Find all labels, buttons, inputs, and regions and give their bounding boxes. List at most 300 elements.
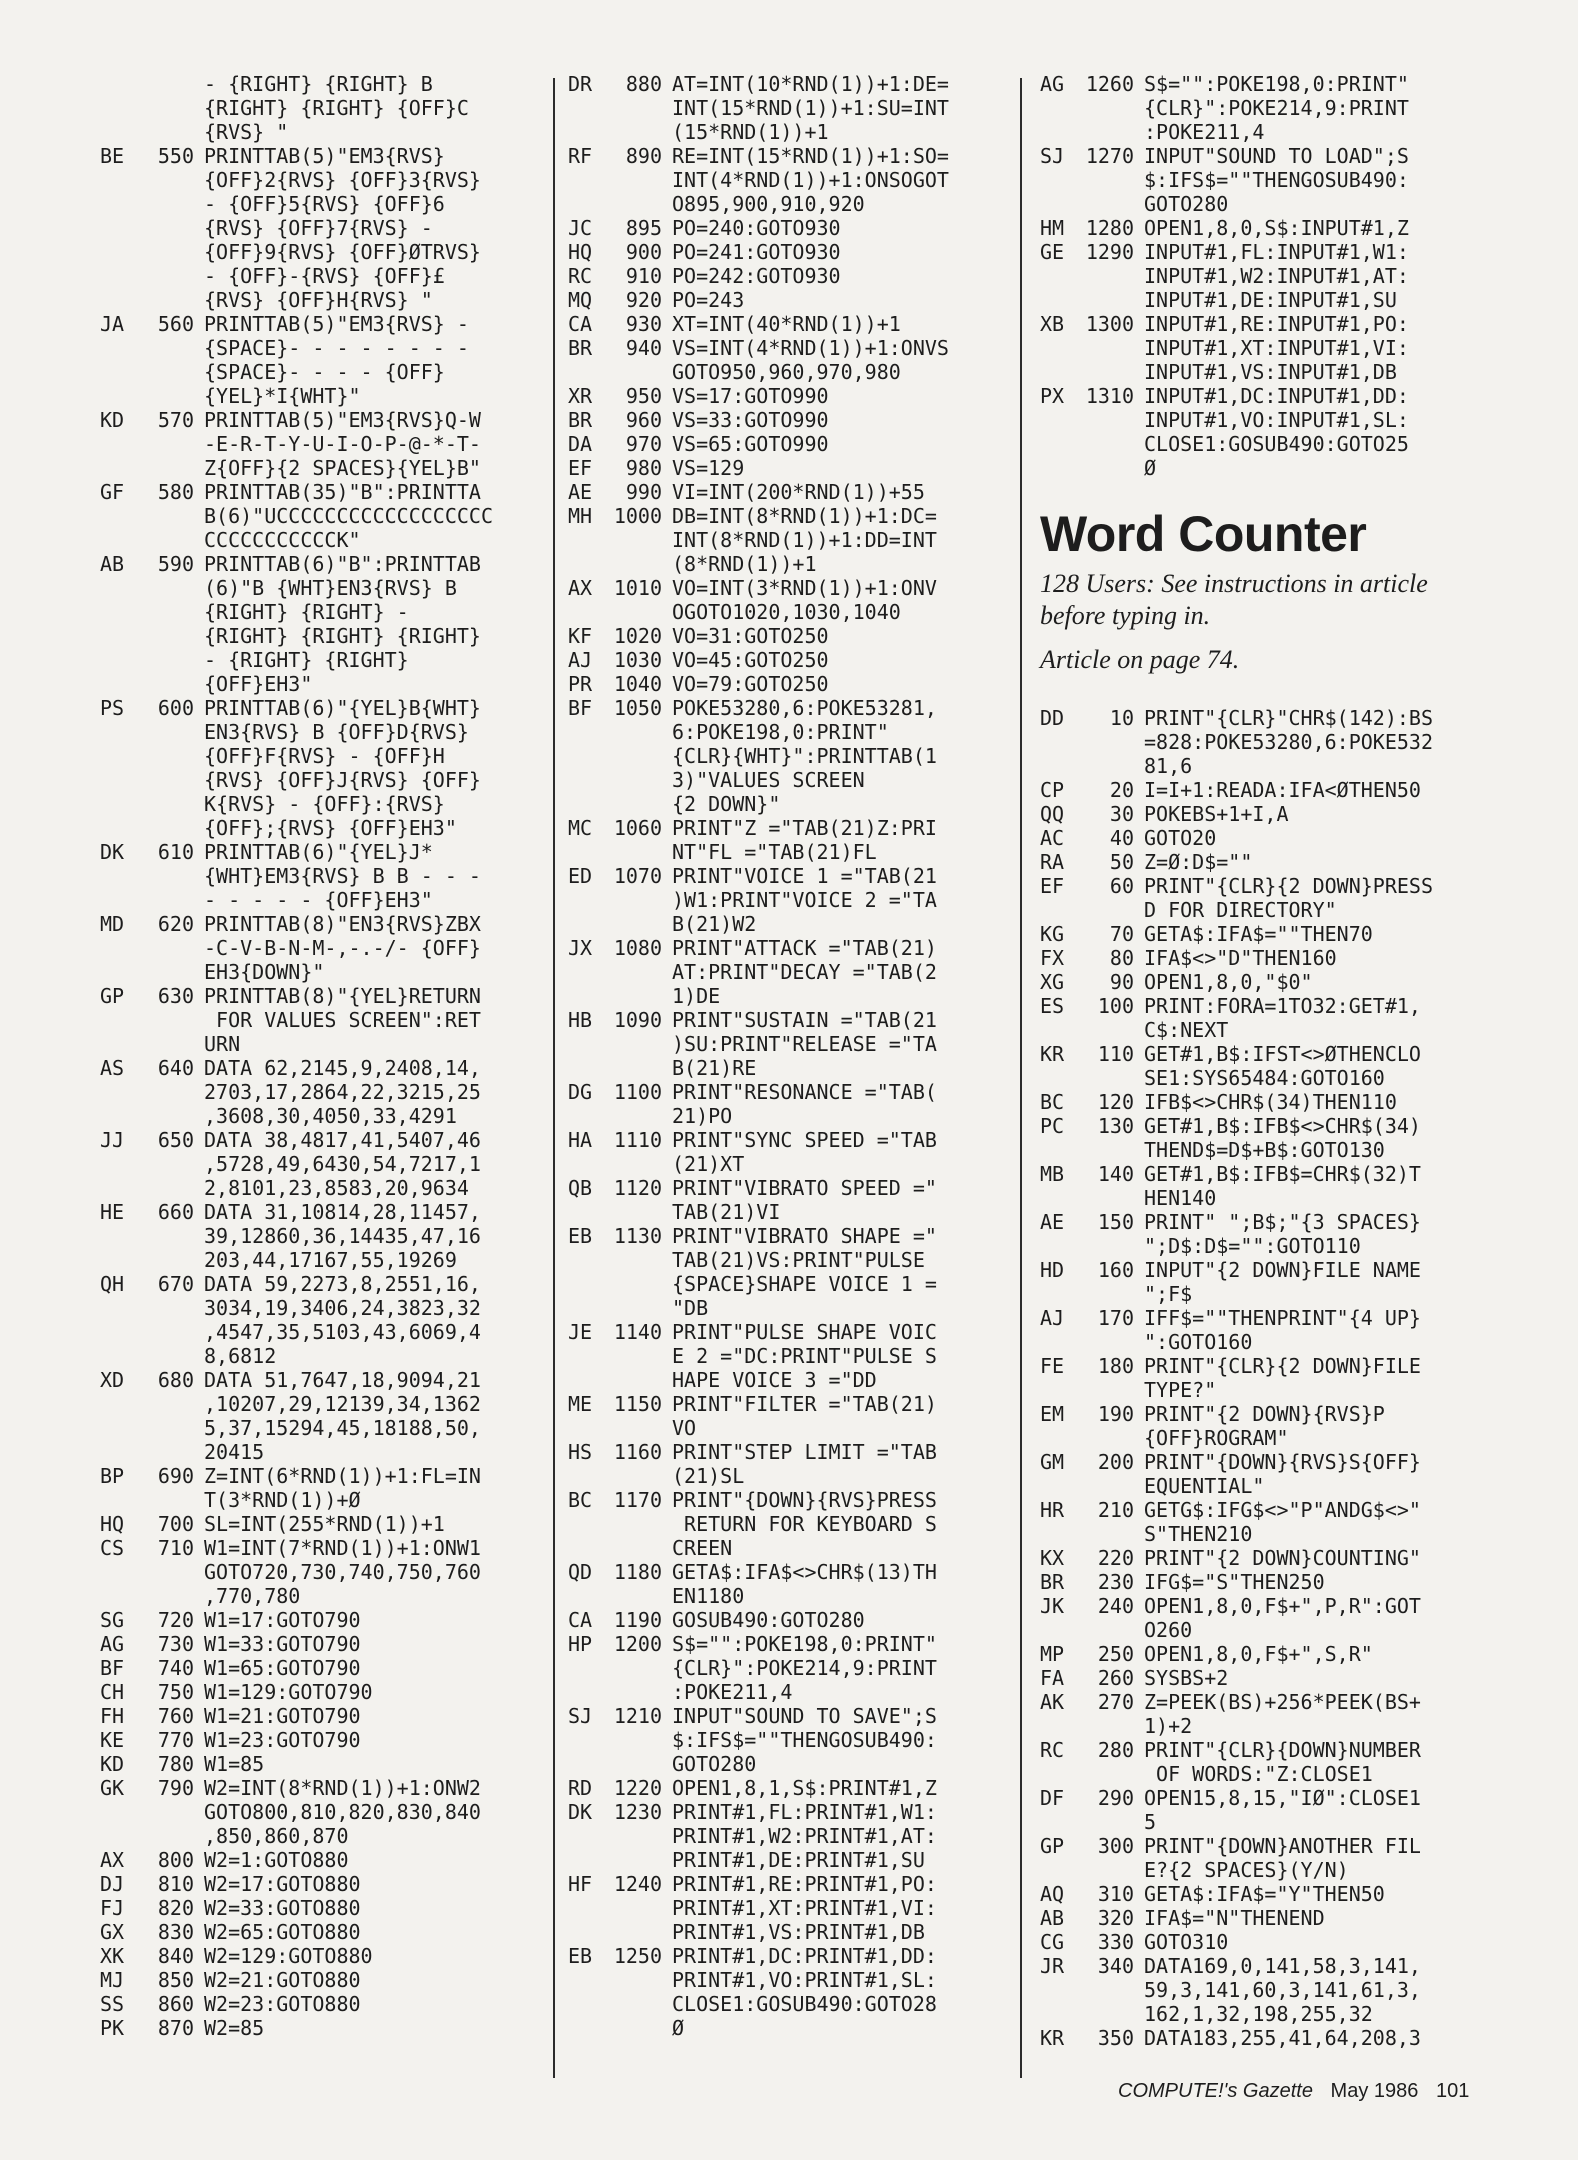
line-number: 570 — [157, 408, 194, 432]
checksum-tag: FJ — [100, 1896, 125, 1920]
code-line — [568, 120, 1010, 144]
code-text: E?{2 SPACES}(Y/N) — [1144, 1858, 1349, 1882]
code-text: W1=65:GOTO790 — [204, 1656, 361, 1680]
code-text: INT(15*RND(1))+1:SU=INT — [672, 96, 949, 120]
line-number: 620 — [157, 912, 194, 936]
code-text: PRINT"{DOWN}ANOTHER FIL — [1144, 1834, 1421, 1858]
code-text: OF WORDS:"Z:CLOSE1 — [1144, 1762, 1373, 1786]
code-line — [1040, 1018, 1490, 1042]
code-text: (21)SL — [672, 1464, 745, 1488]
code-line — [100, 1872, 550, 1896]
code-line — [1040, 216, 1490, 240]
code-line — [568, 648, 1010, 672]
code-text: DATA169,0,141,58,3,141, — [1144, 1954, 1421, 1978]
line-number: 860 — [157, 1992, 194, 2016]
code-line — [1040, 408, 1490, 432]
code-line — [568, 312, 1010, 336]
code-text: T(3*RND(1))+Ø — [204, 1488, 361, 1512]
code-line — [1040, 1762, 1490, 1786]
code-line — [100, 1584, 550, 1608]
code-text: GET#1,B$:IFB$=CHR$(32)T — [1144, 1162, 1421, 1186]
code-line — [1040, 312, 1490, 336]
code-text: {OFF}2{RVS} {OFF}3{RVS} — [204, 168, 481, 192]
code-line — [568, 1776, 1010, 1800]
line-number: 210 — [1097, 1498, 1134, 1522]
code-text: {OFF};{RVS} {OFF}EH3" — [204, 816, 457, 840]
code-text: IFF$=""THENPRINT"{4 UP} — [1144, 1306, 1421, 1330]
code-line — [568, 720, 1010, 744]
code-line — [568, 1464, 1010, 1488]
code-text: URN — [204, 1032, 241, 1056]
code-text: - {RIGHT} {RIGHT} — [204, 648, 409, 672]
line-number: 820 — [157, 1896, 194, 1920]
code-line — [1040, 730, 1490, 754]
code-line — [568, 1896, 1010, 1920]
code-text: 203,44,17167,55,19269 — [204, 1248, 457, 1272]
checksum-tag: PR — [568, 672, 593, 696]
code-line — [1040, 1210, 1490, 1234]
code-text: VO=31:GOTO250 — [672, 624, 829, 648]
code-line — [1040, 96, 1490, 120]
checksum-tag: DR — [568, 72, 593, 96]
code-text: OPEN1,8,1,S$:PRINT#1,Z — [672, 1776, 937, 1800]
line-number: 880 — [625, 72, 662, 96]
code-line — [100, 288, 550, 312]
code-line — [100, 1344, 550, 1368]
code-text: {OFF}9{RVS} {OFF}ØTRVS} — [204, 240, 481, 264]
code-line — [1040, 1954, 1490, 1978]
code-text: I=I+1:READA:IFA<ØTHEN50 — [1144, 778, 1421, 802]
line-number: 640 — [157, 1056, 194, 1080]
line-number: 90 — [1109, 970, 1134, 994]
code-text: PRINT#1,RE:PRINT#1,PO: — [672, 1872, 937, 1896]
code-line — [100, 1440, 550, 1464]
line-number: 1150 — [613, 1392, 662, 1416]
code-text: B(21)W2 — [672, 912, 757, 936]
code-text: NT"FL ="TAB(21)FL — [672, 840, 877, 864]
line-number: 10 — [1109, 706, 1134, 730]
code-line — [1040, 1906, 1490, 1930]
code-line — [1040, 1474, 1490, 1498]
code-line — [568, 480, 1010, 504]
code-text: {WHT}EM3{RVS} B B - - - — [204, 864, 481, 888]
code-line — [100, 1992, 550, 2016]
checksum-tag: CS — [100, 1536, 125, 1560]
line-number: 270 — [1097, 1690, 1134, 1714]
code-text: PRINTTAB(8)"{YEL}RETURN — [204, 984, 481, 1008]
checksum-tag: MB — [1040, 1162, 1065, 1186]
code-text: VO — [672, 1416, 697, 1440]
code-text: W1=33:GOTO790 — [204, 1632, 361, 1656]
code-text: {RIGHT} {RIGHT} {RIGHT} — [204, 624, 481, 648]
code-line — [1040, 1738, 1490, 1762]
code-text: W2=INT(8*RND(1))+1:ONW2 — [204, 1776, 481, 1800]
line-number: 560 — [157, 312, 194, 336]
line-number: 320 — [1097, 1906, 1134, 1930]
code-text: PRINT"{2 DOWN}COUNTING" — [1144, 1546, 1421, 1570]
code-line — [568, 1104, 1010, 1128]
code-line — [1040, 456, 1490, 480]
code-text: PRINT" ";B$;"{3 SPACES} — [1144, 1210, 1421, 1234]
code-line — [100, 1008, 550, 1032]
checksum-tag: AB — [100, 552, 125, 576]
checksum-tag: KR — [1040, 1042, 1065, 1066]
line-number: 830 — [157, 1920, 194, 1944]
line-number: 250 — [1097, 1642, 1134, 1666]
code-line — [100, 600, 550, 624]
checksum-tag: CA — [568, 1608, 593, 1632]
line-number: 1300 — [1085, 312, 1134, 336]
code-line — [568, 1248, 1010, 1272]
code-text: IFG$="S"THEN250 — [1144, 1570, 1325, 1594]
code-line — [1040, 1498, 1490, 1522]
checksum-tag: FH — [100, 1704, 125, 1728]
checksum-tag: QH — [100, 1272, 125, 1296]
checksum-tag: HS — [568, 1440, 593, 1464]
code-line — [100, 1224, 550, 1248]
line-number: 890 — [625, 144, 662, 168]
checksum-tag: AJ — [1040, 1306, 1065, 1330]
code-text: VO=INT(3*RND(1))+1:ONV — [672, 576, 937, 600]
code-line — [100, 408, 550, 432]
article-page-reference: Article on page 74. — [1040, 645, 1240, 674]
code-text: :POKE211,4 — [672, 1680, 793, 1704]
listing-block-top — [1040, 72, 1490, 480]
line-number: 260 — [1097, 1666, 1134, 1690]
code-text: 5 — [1144, 1810, 1157, 1834]
code-text: EN3{RVS} B {OFF}D{RVS} — [204, 720, 469, 744]
code-text: {RIGHT} {RIGHT} - — [204, 600, 409, 624]
checksum-tag: RC — [1040, 1738, 1065, 1762]
checksum-tag: MC — [568, 816, 593, 840]
code-text: GETA$:IFA$=""THEN70 — [1144, 922, 1373, 946]
code-text: RETURN FOR KEYBOARD S — [672, 1512, 937, 1536]
code-text: POKE53280,6:POKE53281, — [672, 696, 937, 720]
line-number: 900 — [625, 240, 662, 264]
code-text: - {OFF}-{RVS} {OFF}£ — [204, 264, 445, 288]
code-line — [568, 960, 1010, 984]
checksum-tag: CG — [1040, 1930, 1065, 1954]
code-text: 2,8101,23,8583,20,9634 — [204, 1176, 469, 1200]
code-text: TAB(21)VI — [672, 1200, 781, 1224]
line-number: 220 — [1097, 1546, 1134, 1570]
code-line — [1040, 778, 1490, 802]
code-line — [1040, 754, 1490, 778]
page-footer — [1118, 2080, 1481, 2103]
code-text: - - - - - {OFF}EH3" — [204, 888, 433, 912]
code-line — [100, 72, 550, 96]
checksum-tag: PC — [1040, 1114, 1065, 1138]
code-line — [568, 984, 1010, 1008]
code-text: B(21)RE — [672, 1056, 757, 1080]
code-line — [568, 1368, 1010, 1392]
code-text: O895,900,910,920 — [672, 192, 865, 216]
code-text: PRINT"{2 DOWN}{RVS}P — [1144, 1402, 1385, 1426]
code-line — [100, 240, 550, 264]
code-line — [568, 360, 1010, 384]
line-number: 740 — [157, 1656, 194, 1680]
line-number: 895 — [625, 216, 662, 240]
code-line — [1040, 1810, 1490, 1834]
line-number: 980 — [625, 456, 662, 480]
checksum-tag: JC — [568, 216, 593, 240]
code-line — [568, 1728, 1010, 1752]
checksum-tag: KD — [100, 1752, 125, 1776]
line-number: 1190 — [613, 1608, 662, 1632]
line-number: 1020 — [613, 624, 662, 648]
code-text: W2=17:GOTO880 — [204, 1872, 361, 1896]
code-text: ,10207,29,12139,34,1362 — [204, 1392, 481, 1416]
code-text: DATA 31,10814,28,11457, — [204, 1200, 481, 1224]
checksum-tag: GM — [1040, 1450, 1065, 1474]
checksum-tag: HB — [568, 1008, 593, 1032]
code-line — [100, 1968, 550, 1992]
code-line — [100, 264, 550, 288]
code-text: W1=17:GOTO790 — [204, 1608, 361, 1632]
code-text: {CLR}":POKE214,9:PRINT — [672, 1656, 937, 1680]
line-number: 870 — [157, 2016, 194, 2040]
checksum-tag: GP — [100, 984, 125, 1008]
code-text: OPEN1,8,0,"$0" — [1144, 970, 1313, 994]
code-text: {RIGHT} {RIGHT} {OFF}C — [204, 96, 469, 120]
code-text: VS=INT(4*RND(1))+1:ONVS — [672, 336, 949, 360]
line-number: 760 — [157, 1704, 194, 1728]
line-number: 1010 — [613, 576, 662, 600]
code-text: PRINT"{CLR}{2 DOWN}FILE — [1144, 1354, 1421, 1378]
code-text: HEN140 — [1144, 1186, 1217, 1210]
code-line — [100, 1320, 550, 1344]
code-line — [100, 168, 550, 192]
checksum-tag: KD — [100, 408, 125, 432]
checksum-tag: XR — [568, 384, 593, 408]
code-text: GOTO280 — [1144, 192, 1229, 216]
code-text: CREEN — [672, 1536, 733, 1560]
code-text: CLOSE1:GOSUB490:GOTO25 — [1144, 432, 1409, 456]
checksum-tag: DF — [1040, 1786, 1065, 1810]
page-number: 101 — [1435, 2080, 1470, 2102]
checksum-tag: HD — [1040, 1258, 1065, 1282]
code-text: {SPACE}SHAPE VOICE 1 = — [672, 1272, 937, 1296]
code-text: W1=INT(7*RND(1))+1:ONW1 — [204, 1536, 481, 1560]
code-text: ,5728,49,6430,54,7217,1 — [204, 1152, 481, 1176]
checksum-tag: RF — [568, 144, 593, 168]
code-line — [100, 120, 550, 144]
code-text: DATA 62,2145,9,2408,14, — [204, 1056, 481, 1080]
line-number: 130 — [1097, 1114, 1134, 1138]
checksum-tag: RD — [568, 1776, 593, 1800]
code-line — [568, 912, 1010, 936]
code-text: PRINTTAB(5)"EM3{RVS}Q-W — [204, 408, 481, 432]
checksum-tag: ME — [568, 1392, 593, 1416]
code-text: DB=INT(8*RND(1))+1:DC= — [672, 504, 937, 528]
code-line — [100, 1416, 550, 1440]
code-line — [1040, 2002, 1490, 2026]
code-line — [1040, 288, 1490, 312]
code-line — [1040, 1546, 1490, 1570]
checksum-tag: BR — [568, 336, 593, 360]
code-line — [568, 72, 1010, 96]
code-line — [568, 1656, 1010, 1680]
line-number: 850 — [157, 1968, 194, 1992]
code-line — [100, 1272, 550, 1296]
code-line — [1040, 192, 1490, 216]
line-number: 310 — [1097, 1882, 1134, 1906]
code-text: $:IFS$=""THENGOSUB490: — [672, 1728, 937, 1752]
code-line — [1040, 432, 1490, 456]
code-text: Z=PEEK(BS)+256*PEEK(BS+ — [1144, 1690, 1421, 1714]
code-line — [100, 192, 550, 216]
line-number: 80 — [1109, 946, 1134, 970]
line-number: 910 — [625, 264, 662, 288]
line-number: 960 — [625, 408, 662, 432]
checksum-tag: GK — [100, 1776, 125, 1800]
code-text: GET#1,B$:IFST<>ØTHENCLO — [1144, 1042, 1421, 1066]
code-line — [1040, 1306, 1490, 1330]
article-title: Word Counter — [1040, 506, 1367, 562]
code-line — [568, 624, 1010, 648]
code-line — [100, 1080, 550, 1104]
code-line — [100, 1056, 550, 1080]
code-line — [568, 1320, 1010, 1344]
line-number: 30 — [1109, 802, 1134, 826]
code-line — [100, 1248, 550, 1272]
code-text: PRINT"VIBRATO SPEED =" — [672, 1176, 937, 1200]
line-number: 180 — [1097, 1354, 1134, 1378]
code-text: 81,6 — [1144, 754, 1193, 778]
line-number: 1200 — [613, 1632, 662, 1656]
code-text: GETG$:IFG$<>"P"ANDG$<>" — [1144, 1498, 1421, 1522]
line-number: 1240 — [613, 1872, 662, 1896]
code-line — [1040, 826, 1490, 850]
checksum-tag: AE — [1040, 1210, 1065, 1234]
line-number: 140 — [1097, 1162, 1134, 1186]
code-line — [100, 1608, 550, 1632]
code-text: GOTO20 — [1144, 826, 1217, 850]
checksum-tag: HM — [1040, 216, 1065, 240]
code-line — [568, 2016, 1010, 2040]
checksum-tag: AE — [568, 480, 593, 504]
checksum-tag: EB — [568, 1944, 593, 1968]
code-text: =828:POKE53280,6:POKE532 — [1144, 730, 1433, 754]
code-text: S$="":POKE198,0:PRINT" — [672, 1632, 937, 1656]
code-line — [568, 1488, 1010, 1512]
code-line — [568, 1272, 1010, 1296]
checksum-tag: GF — [100, 480, 125, 504]
code-line — [568, 1512, 1010, 1536]
code-text: INPUT#1,XT:INPUT#1,VI: — [1144, 336, 1409, 360]
code-line — [100, 1728, 550, 1752]
code-line — [568, 336, 1010, 360]
code-line — [568, 144, 1010, 168]
code-text: PO=240:GOTO930 — [672, 216, 841, 240]
code-text: GOTO720,730,740,750,760 — [204, 1560, 481, 1584]
code-line — [568, 1152, 1010, 1176]
code-line — [100, 1152, 550, 1176]
code-text: PRINTTAB(5)"EM3{RVS} — [204, 144, 445, 168]
code-line — [568, 552, 1010, 576]
code-text: RE=INT(15*RND(1))+1:SO= — [672, 144, 949, 168]
line-number: 1280 — [1085, 216, 1134, 240]
line-number: 670 — [157, 1272, 194, 1296]
code-text: O260 — [1144, 1618, 1193, 1642]
code-text: B(6)"UCCCCCCCCCCCCCCCCCC — [204, 504, 493, 528]
line-number: 810 — [157, 1872, 194, 1896]
code-text: INPUT"{2 DOWN}FILE NAME — [1144, 1258, 1421, 1282]
code-line — [100, 1296, 550, 1320]
code-line — [568, 96, 1010, 120]
code-text: PRINT#1,VS:PRINT#1,DB — [672, 1920, 925, 1944]
code-line — [1040, 874, 1490, 898]
code-line — [568, 600, 1010, 624]
code-text: VO=79:GOTO250 — [672, 672, 829, 696]
checksum-tag: HR — [1040, 1498, 1065, 1522]
code-text: PRINT"FILTER ="TAB(21) — [672, 1392, 937, 1416]
code-text: DATA183,255,41,64,208,3 — [1144, 2026, 1421, 2050]
code-text: OPEN15,8,15,"IØ":CLOSE1 — [1144, 1786, 1421, 1810]
code-line — [100, 336, 550, 360]
code-line — [100, 1512, 550, 1536]
checksum-tag: MP — [1040, 1642, 1065, 1666]
checksum-tag: EF — [568, 456, 593, 480]
checksum-tag: GP — [1040, 1834, 1065, 1858]
line-number: 930 — [625, 312, 662, 336]
line-number: 700 — [157, 1512, 194, 1536]
code-line — [100, 1920, 550, 1944]
code-text: INPUT#1,VO:INPUT#1,SL: — [1144, 408, 1409, 432]
code-line — [100, 456, 550, 480]
code-text: (15*RND(1))+1 — [672, 120, 829, 144]
checksum-tag: PX — [1040, 384, 1065, 408]
code-line — [568, 1224, 1010, 1248]
code-line — [100, 720, 550, 744]
code-text: GOSUB490:GOTO280 — [672, 1608, 865, 1632]
code-text: PRINTTAB(6)"{YEL}J* — [204, 840, 433, 864]
line-number: 840 — [157, 1944, 194, 1968]
code-line — [568, 576, 1010, 600]
code-text: {SPACE}- - - - {OFF} — [204, 360, 445, 384]
code-line — [1040, 1402, 1490, 1426]
checksum-tag: EB — [568, 1224, 593, 1248]
code-text: PRINT"{CLR}{DOWN}NUMBER — [1144, 1738, 1421, 1762]
code-text: W2=33:GOTO880 — [204, 1896, 361, 1920]
code-text: THEND$=D$+B$:GOTO130 — [1144, 1138, 1385, 1162]
code-text: PRINT"RESONANCE ="TAB( — [672, 1080, 937, 1104]
code-line — [1040, 1186, 1490, 1210]
code-line — [100, 1488, 550, 1512]
code-line — [568, 1848, 1010, 1872]
code-text: INPUT#1,W2:INPUT#1,AT: — [1144, 264, 1409, 288]
code-line — [1040, 1570, 1490, 1594]
code-text: VS=17:GOTO990 — [672, 384, 829, 408]
code-line — [568, 864, 1010, 888]
code-line — [568, 264, 1010, 288]
code-text: VI=INT(200*RND(1))+55 — [672, 480, 925, 504]
code-text: W2=1:GOTO880 — [204, 1848, 349, 1872]
code-line — [1040, 2026, 1490, 2050]
code-line — [568, 840, 1010, 864]
code-text: 2703,17,2864,22,3215,25 — [204, 1080, 481, 1104]
code-text: 59,3,141,60,3,141,61,3, — [1144, 1978, 1421, 2002]
code-line — [568, 768, 1010, 792]
code-line — [100, 1392, 550, 1416]
line-number: 650 — [157, 1128, 194, 1152]
code-text: PRINT"VOICE 1 ="TAB(21 — [672, 864, 937, 888]
code-text: W1=21:GOTO790 — [204, 1704, 361, 1728]
code-line — [1040, 1594, 1490, 1618]
code-text: OPEN1,8,0,S$:INPUT#1,Z — [1144, 216, 1409, 240]
line-number: 150 — [1097, 1210, 1134, 1234]
checksum-tag: CH — [100, 1680, 125, 1704]
